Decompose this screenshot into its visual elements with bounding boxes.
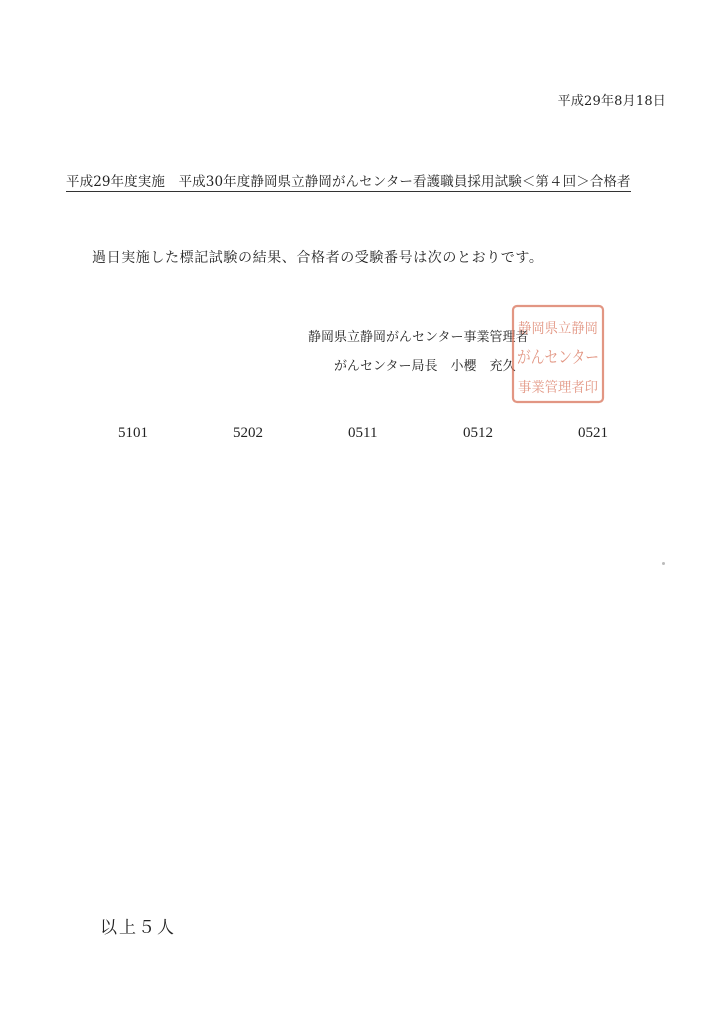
total-count: 以上５人 bbox=[100, 918, 176, 938]
document-heading: 平成29年度実施 平成30年度静岡県立静岡がんセンター看護職員採用試験＜第４回＞合格者 bbox=[66, 170, 631, 192]
passing-number: 0511 bbox=[348, 425, 378, 441]
intro-text: 過日実施した標記試験の結果、合格者の受験番号は次のとおりです。 bbox=[92, 250, 544, 266]
passing-number: 5202 bbox=[233, 425, 263, 441]
seal-line-1: 静岡県立静岡 bbox=[518, 321, 598, 337]
passing-number: 0512 bbox=[463, 425, 493, 441]
document-date: 平成29年8月18日 bbox=[557, 94, 666, 109]
passing-number: 5101 bbox=[118, 425, 148, 441]
seal-line-2: がんセンター bbox=[517, 348, 599, 368]
official-seal-stamp bbox=[510, 303, 606, 405]
signer-title-name: がんセンター局長 小櫻 充久 bbox=[334, 359, 516, 374]
seal-line-3: 事業管理者印 bbox=[518, 380, 602, 396]
signer-organization: 静岡県立静岡がんセンター事業管理者 bbox=[308, 330, 529, 345]
paper-speck bbox=[662, 562, 665, 565]
passing-number: 0521 bbox=[578, 425, 608, 441]
